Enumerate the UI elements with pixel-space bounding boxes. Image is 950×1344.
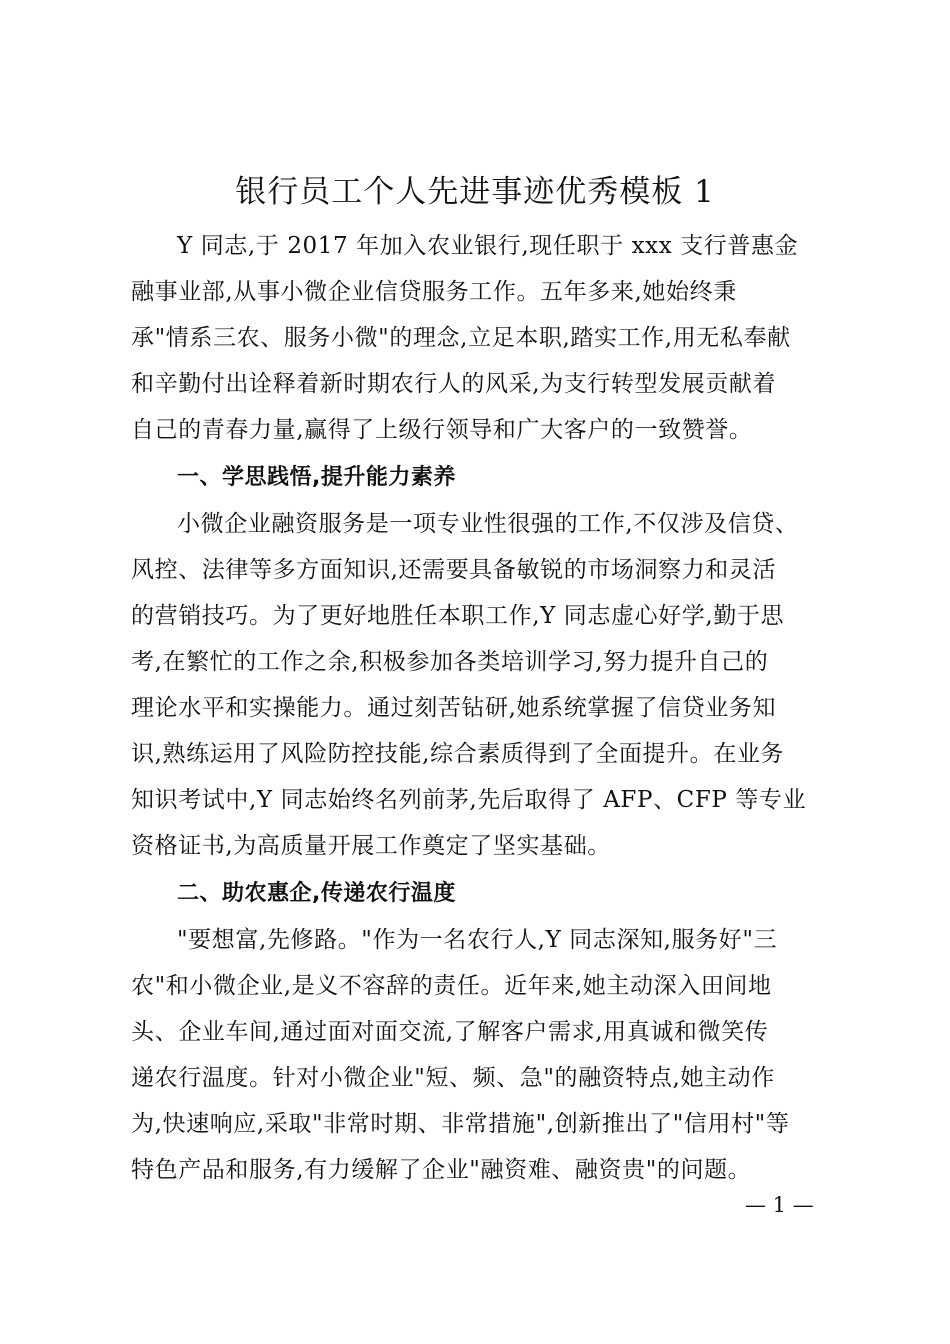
- paragraph-line: 特色产品和服务,有力缓解了企业"融资难、融资贵"的问题。: [131, 1157, 752, 1183]
- paragraph-line: 知识考试中,Y 同志始终名列前茅,先后取得了 AFP、CFP 等专业: [131, 787, 807, 813]
- section-heading-2: 二、助农惠企,传递农行温度: [177, 881, 456, 906]
- paragraph-line: 和辛勤付出诠释着新时期农行人的风采,为支行转型发展贡献着: [131, 371, 777, 397]
- paragraph-line: 识,熟练运用了风险防控技能,综合素质得到了全面提升。在业务: [131, 741, 785, 767]
- paragraph-line: "要想富,先修路。"作为一名农行人,Y 同志深知,服务好"三: [177, 927, 778, 953]
- paragraph-line: 资格证书,为高质量开展工作奠定了坚实基础。: [131, 833, 611, 859]
- paragraph-line: 融事业部,从事小微企业信贷服务工作。五年多来,她始终秉: [131, 279, 737, 305]
- paragraph-line: 理论水平和实操能力。通过刻苦钻研,她系统掌握了信贷业务知: [131, 695, 777, 721]
- paragraph-line: 承"情系三农、服务小微"的理念,立足本职,踏实工作,用无私奉献: [131, 325, 791, 351]
- paragraph-line: 递农行温度。针对小微企业"短、频、急"的融资特点,她主动作: [131, 1065, 775, 1091]
- paragraph-line: 头、企业车间,通过面对面交流,了解客户需求,用真诚和微笑传: [131, 1019, 769, 1045]
- paragraph-line: Y 同志,于 2017 年加入农业银行,现任职于 xxx 支行普惠金: [177, 233, 799, 259]
- paragraph-line: 为,快速响应,采取"非常时期、非常措施",创新推出了"信用村"等: [131, 1111, 790, 1137]
- paragraph-line: 风控、法律等多方面知识,还需要具备敏锐的市场洞察力和灵活: [131, 557, 777, 583]
- page-number: — 1 —: [745, 1193, 814, 1217]
- paragraph-line: 自己的青春力量,赢得了上级行领导和广大客户的一致赞誉。: [131, 417, 753, 443]
- paragraph-line: 考,在繁忙的工作之余,积极参加各类培训学习,努力提升自己的: [131, 649, 769, 675]
- document-title: 银行员工个人先进事迹优秀模板 1: [235, 174, 715, 210]
- paragraph-line: 的营销技巧。为了更好地胜任本职工作,Y 同志虚心好学,勤于思: [131, 603, 785, 629]
- paragraph-line: 小微企业融资服务是一项专业性很强的工作,不仅涉及信贷、: [177, 511, 799, 537]
- paragraph-line: 农"和小微企业,是义不容辞的责任。近年来,她主动深入田间地: [131, 973, 772, 999]
- section-heading-1: 一、学思践悟,提升能力素养: [177, 465, 456, 490]
